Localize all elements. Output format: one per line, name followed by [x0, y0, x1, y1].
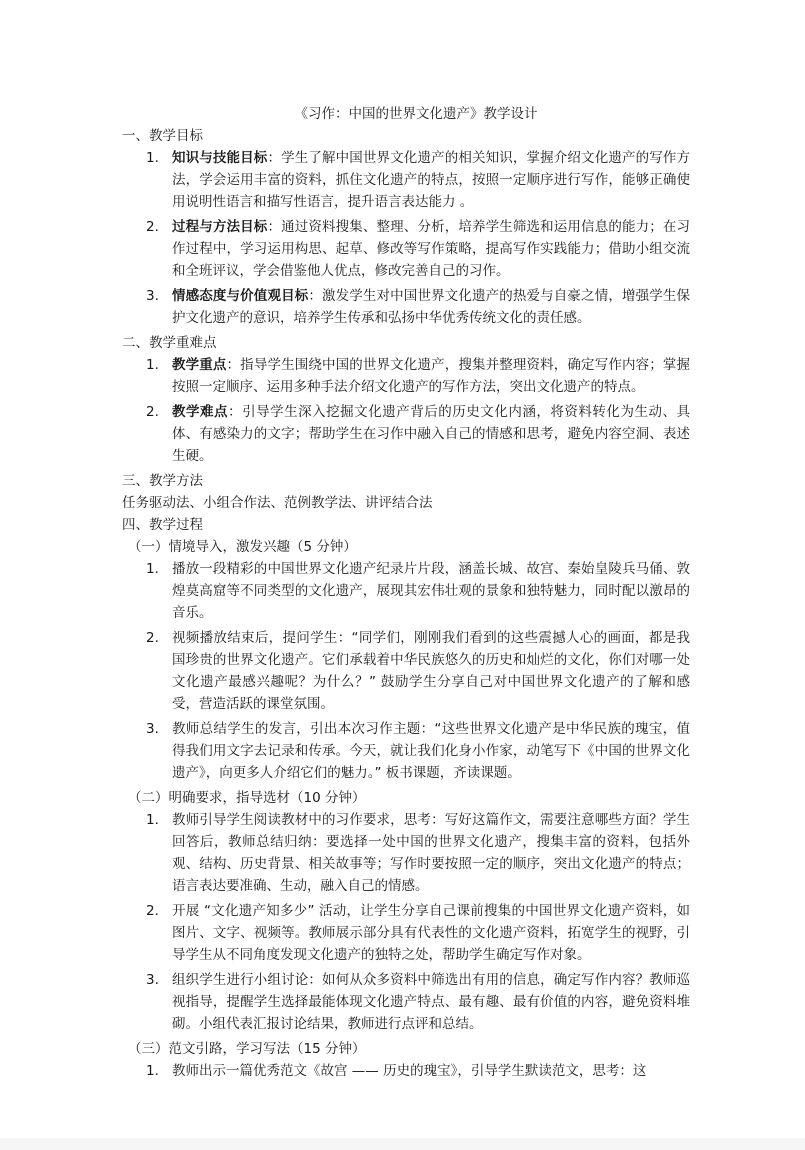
item-lead: 教学难点 [172, 404, 229, 420]
item-text: 播放一段精彩的中国世界文化遗产纪录片片段，涵盖长城、故宫、秦始皇陵兵马俑、敦煌莫高窟等不同类型的文化遗产，展现其宏伟壮观的景象和独特魅力，同时配以激昂的音乐。 [172, 561, 690, 621]
list-item [122, 401, 690, 467]
intro-steps-list [122, 558, 690, 784]
list-item [122, 558, 690, 624]
section-heading-methods: 三、教学方法 [122, 473, 203, 489]
item-body [172, 401, 690, 467]
list-item [122, 285, 690, 329]
key-points-list [122, 354, 690, 467]
item-text: 组织学生进行小组讨论：如何从众多资料中筛选出有用的信息，确定写作内容？教师巡视指导，提醒学生选择最能体现文化遗产特点、最有趣、最有价值的内容，避免资料堆砌。小组代表汇报讨论结果，教师进行点评和总结。 [172, 972, 690, 1032]
item-number: 2. [146, 903, 159, 919]
item-lead: 情感态度与价值观目标 [172, 288, 309, 304]
item-text: ：通过资料搜集、整理、分析，培养学生筛选和运用信息的能力；在习作过程中，学习运用构思、起草、修改等写作策略，提高写作实践能力；借助小组交流和全班评议，学会借鉴他人优点，修改完善自己的习作。 [172, 219, 691, 279]
item-number: 2. [146, 404, 159, 420]
subsection-heading-intro: （一）情境导入，激发兴趣（5 分钟） [128, 539, 357, 555]
item-text: ：引导学生深入挖掘文化遗产背后的历史文化内涵，将资料转化为生动、具体、有感染力的文字；帮助学生在习作中融入自己的情感和思考，避免内容空洞、表述生硬。 [172, 404, 691, 464]
item-number: 3. [146, 972, 159, 988]
item-text: ：指导学生围绕中国的世界文化遗产，搜集并整理资料，确定写作内容；掌握按照一定顺序、运用多种手法介绍文化遗产的写作方法，突出文化遗产的特点。 [172, 357, 691, 395]
document-content [122, 103, 690, 1085]
subsection-heading-model-text: （三）范文引路，学习写法（15 分钟） [128, 1041, 366, 1057]
item-lead: 知识与技能目标 [172, 150, 268, 166]
model-text-steps-list [122, 1060, 690, 1082]
item-lead: 教学重点 [172, 357, 227, 373]
item-text: ：激发学生对中国世界文化遗产的热爱与自豪之情，增强学生保护文化遗产的意识，培养学生传承和弘扬中华优秀传统文化的责任感。 [172, 288, 691, 326]
item-number: 3. [146, 721, 159, 737]
document-title: 《习作：中国的世界文化遗产》教学设计 [294, 106, 538, 122]
list-item [122, 354, 690, 398]
item-text: 开展 “文化遗产知多少” 活动，让学生分享自己课前搜集的中国世界文化遗产资料，如图片、文字、视频等。教师展示部分具有代表性的文化遗产资料，拓宽学生的视野，引导学生从不同角度发现文化遗产的独特之处，帮助学生确定写作对象。 [172, 903, 690, 963]
item-text: 教师引导学生阅读教材中的习作要求，思考：写好这篇作文，需要注意哪些方面？学生回答后，教师总结归纳：要选择一处中国的世界文化遗产，搜集丰富的资料，包括外观、结构、历史背景、相关故事等；写作时要按照一定的顺序，突出文化遗产的特点；语言表达要准确、生动，融入自己的情感。 [172, 812, 690, 894]
item-body [172, 285, 690, 329]
list-item [122, 900, 690, 966]
subsection-heading-requirements: （二）明确要求，指导选材（10 分钟） [128, 790, 366, 806]
item-number: 2. [146, 219, 159, 235]
list-item [122, 1060, 690, 1082]
item-text: 视频播放结束后，提问学生：“同学们，刚刚我们看到的这些震撼人心的画面，都是我国珍贵的世界文化遗产。它们承载着中华民族悠久的历史和灿烂的文化，你们对哪一处文化遗产最感兴趣呢？为什么？” 鼓励学生分享自己对中国世界文化遗产的了解和感受，营造活跃的课堂氛围。 [172, 630, 690, 712]
item-number: 1. [146, 150, 159, 166]
item-number: 3. [146, 288, 159, 304]
list-item [122, 809, 690, 897]
list-item [122, 627, 690, 715]
list-item [122, 147, 690, 213]
item-number: 1. [146, 1063, 159, 1079]
list-item [122, 718, 690, 784]
requirements-steps-list [122, 809, 690, 1035]
item-body [172, 216, 690, 282]
item-body [172, 147, 690, 213]
item-number: 1. [146, 812, 159, 828]
item-body [172, 354, 690, 398]
list-item [122, 969, 690, 1035]
item-text: ：学生了解中国世界文化遗产的相关知识，掌握介绍文化遗产的写作方法，学会运用丰富的资料，抓住文化遗产的特点，按照一定顺序进行写作，能够正确使用说明性语言和描写性语言，提升语言表达能力 。 [172, 150, 691, 210]
methods-text: 任务驱动法、小组合作法、范例教学法、讲评结合法 [122, 495, 433, 511]
objectives-list [122, 147, 690, 329]
section-heading-objectives: 一、教学目标 [122, 128, 203, 144]
item-text: 教师出示一篇优秀范文《故宫 —— 历史的瑰宝》，引导学生默读范文，思考：这 [172, 1063, 647, 1079]
section-heading-key-points: 二、教学重难点 [122, 335, 217, 351]
item-number: 2. [146, 630, 159, 646]
list-item [122, 216, 690, 282]
item-text: 教师总结学生的发言，引出本次习作主题：“这些世界文化遗产是中华民族的瑰宝，值得我们用文字去记录和传承。今天，就让我们化身小作家，动笔写下《中国的世界文化遗产》，向更多人介绍它们的魅力。” 板书课题，齐读课题。 [172, 721, 690, 781]
item-lead: 过程与方法目标 [172, 219, 268, 235]
item-number: 1. [146, 561, 159, 577]
item-number: 1. [146, 357, 159, 373]
section-heading-process: 四、教学过程 [122, 517, 203, 533]
